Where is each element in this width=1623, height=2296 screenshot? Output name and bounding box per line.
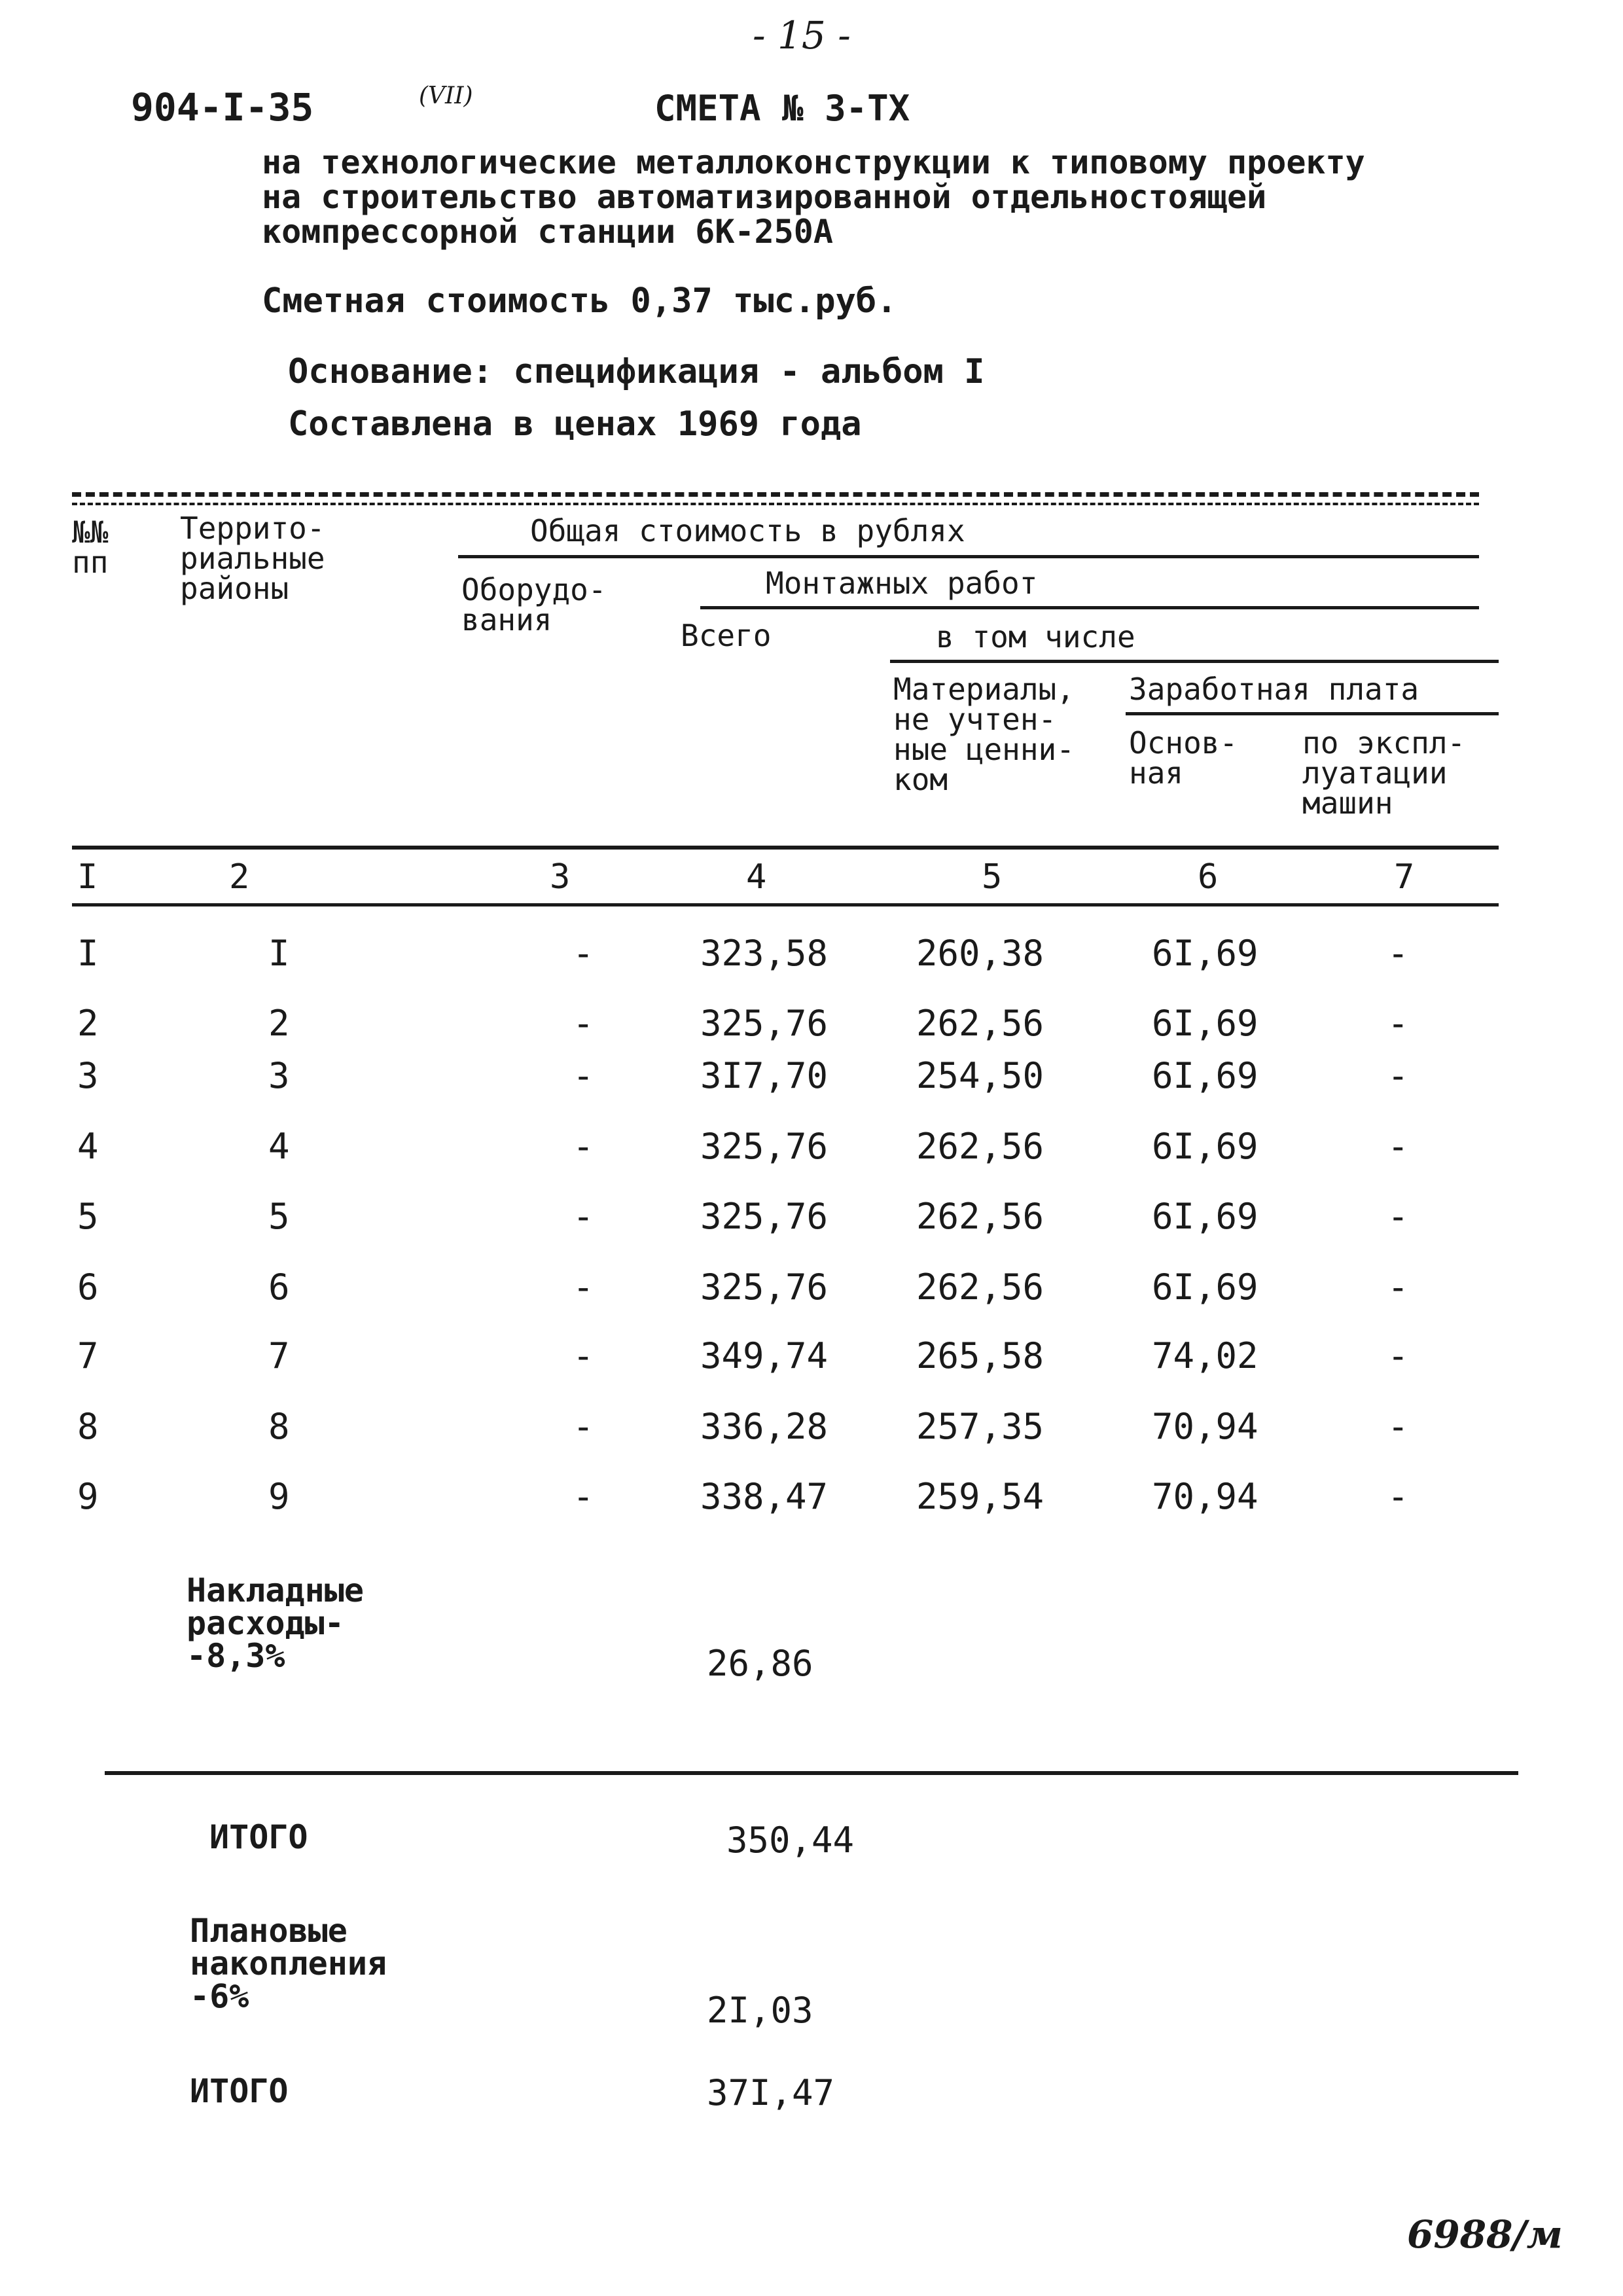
header-machines: по экспл- луатации машин	[1302, 725, 1466, 821]
row-equipment: -	[573, 1476, 594, 1517]
col-number-3: 3	[550, 857, 571, 897]
col-number-4: 4	[746, 857, 767, 897]
savings-label: Плановые накопления -6%	[190, 1912, 387, 2015]
header-including: в том числе	[936, 619, 1135, 655]
row-equipment: -	[573, 1335, 594, 1376]
header-all: Всего	[681, 618, 772, 653]
rule-under-installation	[700, 606, 1479, 609]
row-machine-wages: -	[1387, 1126, 1409, 1167]
row-materials: 262,56	[916, 1126, 1044, 1167]
row-district: 5	[268, 1196, 290, 1237]
rule-below-col-numbers	[72, 903, 1499, 906]
row-equipment: -	[573, 1126, 594, 1167]
row-equipment: -	[573, 933, 594, 974]
col-number-2: 2	[229, 857, 250, 897]
document-title: СМЕТА № 3-ТХ	[654, 88, 910, 129]
page-number: - 15 -	[753, 13, 851, 58]
row-basic-wages: 6I,69	[1152, 1003, 1258, 1044]
row-machine-wages: -	[1387, 933, 1409, 974]
row-district: I	[268, 933, 290, 974]
row-total: 323,58	[700, 933, 829, 974]
row-number: 7	[77, 1335, 99, 1376]
basis-line: Основание: спецификация - альбом I	[288, 352, 985, 391]
sheet-code: 6988/м	[1407, 2212, 1563, 2257]
row-district: 9	[268, 1476, 290, 1517]
subtotal-value: 350,44	[726, 1820, 855, 1861]
row-machine-wages: -	[1387, 1055, 1409, 1096]
prices-year-line: Составлена в ценах 1969 года	[288, 404, 862, 444]
col-number-5: 5	[982, 857, 1003, 897]
row-district: 6	[268, 1266, 290, 1308]
row-district: 2	[268, 1003, 290, 1044]
row-district: 7	[268, 1335, 290, 1376]
savings-value: 2I,03	[707, 1990, 813, 2031]
row-machine-wages: -	[1387, 1476, 1409, 1517]
header-wages: Заработная плата	[1129, 672, 1419, 707]
row-district: 3	[268, 1055, 290, 1096]
header-district: Террито- риальные районы	[180, 511, 325, 606]
totals-separator-rule	[105, 1771, 1518, 1775]
rule-above-col-numbers	[72, 846, 1499, 850]
row-total: 338,47	[700, 1476, 829, 1517]
row-materials: 262,56	[916, 1196, 1044, 1237]
total-value: 37I,47	[707, 2072, 835, 2113]
row-basic-wages: 6I,69	[1152, 1266, 1258, 1308]
header-basic: Основ- ная	[1129, 725, 1238, 791]
row-machine-wages: -	[1387, 1196, 1409, 1237]
subtotal-label: ИТОГО	[209, 1818, 308, 1856]
row-basic-wages: 6I,69	[1152, 1196, 1258, 1237]
row-basic-wages: 6I,69	[1152, 1055, 1258, 1096]
row-materials: 265,58	[916, 1335, 1044, 1376]
row-equipment: -	[573, 1266, 594, 1308]
row-materials: 262,56	[916, 1266, 1044, 1308]
overhead-value: 26,86	[707, 1643, 813, 1684]
row-basic-wages: 6I,69	[1152, 1126, 1258, 1167]
row-total: 336,28	[700, 1406, 829, 1447]
overhead-label: Накладные расходы- -8,3%	[187, 1571, 364, 1675]
row-number: 3	[77, 1055, 99, 1096]
project-code: 904-I-35	[131, 85, 314, 130]
row-materials: 262,56	[916, 1003, 1044, 1044]
header-installation: Монтажных работ	[766, 565, 1038, 601]
row-equipment: -	[573, 1406, 594, 1447]
roman-mark: (VII)	[419, 82, 473, 109]
row-total: 325,76	[700, 1003, 829, 1044]
row-equipment: -	[573, 1055, 594, 1096]
row-district: 4	[268, 1126, 290, 1167]
col-number-6: 6	[1198, 857, 1219, 897]
row-number: 2	[77, 1003, 99, 1044]
row-basic-wages: 74,02	[1152, 1335, 1258, 1376]
row-number: I	[77, 933, 99, 974]
row-number: 4	[77, 1126, 99, 1167]
rule-under-including	[890, 660, 1499, 663]
row-number: 9	[77, 1476, 99, 1517]
row-materials: 254,50	[916, 1055, 1044, 1096]
rule-under-wages	[1126, 712, 1499, 715]
row-basic-wages: 70,94	[1152, 1476, 1258, 1517]
row-number: 8	[77, 1406, 99, 1447]
document-subtitle: на технологические металлоконструкции к типовому проекту на строительство автоматизированной отдельностоящей компрессорной станции 6К-250А	[262, 143, 1365, 251]
row-total: 349,74	[700, 1335, 829, 1376]
col-number-7: 7	[1394, 857, 1415, 897]
table-top-rule	[72, 492, 1479, 497]
row-materials: 259,54	[916, 1476, 1044, 1517]
row-total: 325,76	[700, 1126, 829, 1167]
header-materials: Материалы, не учтен- ные ценни- ком	[893, 672, 1075, 797]
rule-under-total-cost	[458, 555, 1479, 558]
row-equipment: -	[573, 1196, 594, 1237]
row-machine-wages: -	[1387, 1335, 1409, 1376]
row-materials: 257,35	[916, 1406, 1044, 1447]
total-label: ИТОГО	[190, 2072, 289, 2110]
row-machine-wages: -	[1387, 1003, 1409, 1044]
row-materials: 260,38	[916, 933, 1044, 974]
estimated-cost-line: Сметная стоимость 0,37 тыс.руб.	[262, 281, 897, 321]
table-top-rule-2	[72, 503, 1479, 505]
row-number: 5	[77, 1196, 99, 1237]
row-basic-wages: 70,94	[1152, 1406, 1258, 1447]
col-number-1: I	[77, 857, 98, 897]
row-number: 6	[77, 1266, 99, 1308]
row-equipment: -	[573, 1003, 594, 1044]
header-total-cost: Общая стоимость в рублях	[530, 513, 965, 548]
row-district: 8	[268, 1406, 290, 1447]
row-total: 325,76	[700, 1196, 829, 1237]
row-total: 325,76	[700, 1266, 829, 1308]
header-num: №№ пп	[72, 514, 109, 580]
row-machine-wages: -	[1387, 1406, 1409, 1447]
header-equipment: Оборудо- вания	[461, 572, 607, 637]
row-machine-wages: -	[1387, 1266, 1409, 1308]
row-basic-wages: 6I,69	[1152, 933, 1258, 974]
row-total: 3I7,70	[700, 1055, 829, 1096]
